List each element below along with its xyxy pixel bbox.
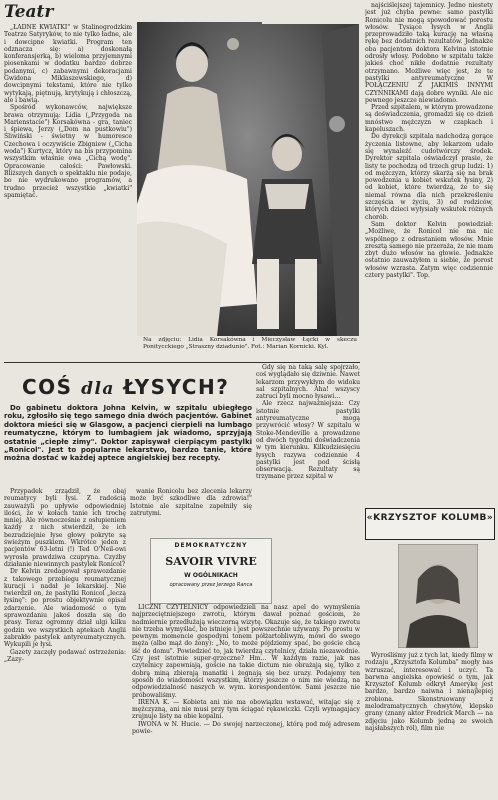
advice-paragraph: IWONA w N. Hucie. — Do swojej narzeczonej, którą pod mój adresem powie- <box>132 720 360 736</box>
article-column-2 <box>130 488 252 534</box>
article-paragraph: Gdy się na taką salę spojrzało, coś wyglądało się dziwnie. Nawet lekarzom przywykłym do widoku sal szpitalnych. Aha! wszyscy zatruci byli mocno łysawi... <box>256 364 360 401</box>
lead-paragraph: Do gabinetu doktora Johna Kelvin, w szpitalu ubiegłego roku, zgłosiło się tego samego dnia dwóch pacjentów. Gabinet doktora mieści się w Glasgow, a pacjenci cierpieli na lumbago reumatyczne, którym to lumbagiem jak wiadomo, sprzyjają ostatnie „ciepłe zimy". Doktor zapisywał cierpiącym pastylki „Ronicol". Jest to popularne lekarstwo, bardzo tanie, które można dostać w każdej aptece angielskiej bez recepty. <box>4 404 252 463</box>
kolumb-photo <box>398 544 478 648</box>
theatre-photo <box>137 4 359 336</box>
article-paragraph: Dr Kelvin zredagował sprawozdanie z takowego przebiegu reumatycznej kuracji i nadał je lekarskiej. Nie twierdził on, że pastylki Ronicol „leczą łysinę": po prostu objektywnie opisał zdarzenie. Ale wiadomość o tym sprawozdaniu jakoś doszła się do prasy. Teraz ogromny dział ulgi kilku godzin we wszystkich aptekach Anglii zabrakło pastylek antyreumatycznych. Wykupili je łysi. <box>4 568 126 649</box>
advice-paragraph: LICZNI CZYTELNICY odpowiedzieli na nasz apel do wymyślenia najprzeciętniejszego zwrotu, którym dawał poznać gościom, że nadmiernie przedłużają wieczorną wizytę. Okazuje się, że takiego zwrotu nie trzeba wymyślać, bo istnieje i jest powszechnie używany. Po prostu w pewnym momencie gospodyni tonem półżartobliwym, mówi do swego męża (albo mąż do żony): „No, to może pójdziemy spać, bo goście chcą iść do domu". Powiedzieć to, jak twierdzą czytelnicy, działa niezawodnie. Czy jest istotnie super-grzeczne? Hm... W każdym razie, jak nas czytelnicy zapewniają, goście na takie dictum nie obrażają się, tylko z dobrą miną zbierają manatki i żegnają się bez urazy. Podajemy ten sposób do wiadomości wszystkim, którzy jeszcze o nim nie wiedzą, na odpowiedzialność naszych w. wym. korespondentów. Sami jeszcze nie próbowaliśmy. <box>132 604 360 699</box>
article-column-1 <box>4 488 126 796</box>
savoir-vivre-banner <box>150 538 272 604</box>
advice-text <box>132 604 360 798</box>
banner-title: SAVOIR VIVRE <box>165 555 257 568</box>
headline-part: COŚ <box>22 375 73 399</box>
right-top-text <box>365 2 493 372</box>
article-paragraph: Przypadek zrządził, że obaj reumatycy byli łysi. Z radością zauważyli po upływie odpowiedniej ilości, że w kołach tanie ich trochę mniej. Ale równocześnie z osłupieniem każdy z nich stwierdził, że ich bezradziejnie łyse głowy pokryte są świeżym puszkiem. Wkrótce jeden z pacjentów 63-letni (!) Ted O'Neil-owi wyrosła prawdziwa czupryna. Czyżby działanie niewinnych pastylek Ronicol? <box>4 488 126 568</box>
kolumb-title: «KRZYSZTOF KOLUMB» <box>366 513 494 523</box>
banner-top-text: DEMOKRATYCZNY <box>174 542 248 549</box>
teatr-paragraph: Spośród wykonawców, największe brawa otrzymują: Lidia („Przygoda na Marienstacie") Korsakówna - gra, taniec i śpiewa, Jerzy („Dom na pustkowiu") Śliwiński - świetny w humoresce Czechowa i oczywiście Zbigniew („Cicha woda") Kurtycz, który na bis przypomina wszystkim właśnie owa „Cichą wodę". Opracowanie całości: Pawłowski. Bliższych danych o spektaklu nie podaje, bo nie wydrukowano programów, a trudno przecież wszystkie „kwiatki" spamiętać. <box>4 104 132 199</box>
article-paragraph: Gazety zaczęły podawać ostrzeżenia: „Zazy- <box>4 648 126 663</box>
article-paragraph: wanie Ronicolu bez zlecenia lekarzy może być szkodliwe dla zdrowia!" Istotnie ale szpitalne zapełniły się zatrutymi. <box>130 488 252 517</box>
divider <box>4 362 360 363</box>
article-paragraph: Ale rzecz najważniejsza: Czy istotnie pastylki antyreumatyczne mogą przywrócić włosy? W szpitalu w Stoke-Mendeville a prowadzone od dwóch tygodni doświadczenia w tym kierunku. Kilkudziesięciu łysych razywa codziennie 4 pastylki jest pod ścisłą obserwacją. Rezultaty są trzymane przez szpital w <box>256 400 360 481</box>
teatr-title: Teatr <box>4 2 54 22</box>
teatr-text <box>4 24 132 347</box>
theatre-photo-illustration <box>137 4 359 336</box>
teatr-paragraph: „ŁADNE KWIATKI" w Stalinogrodzkim Teatrze Satyryków, to nie tylko ładne, ale i dowcipne kwiatki. Program ten odznacza się: a) doskonałą konferansjerką, b) wieloma przyjemnymi piosenkami w dodatku bardzo dobrze podanymi, c) zabawnymi dekoracjami Gwidona Miklaszewskiego, d) dowcipnymi tekstami, które nie tylko wytykają, piętnują, krytykują i chłoszczą, ale i bawią. <box>4 24 132 104</box>
right-paragraph: Przed szpitalem, w którym prowadzone są doświadczenia, gromadzi się co dzień mnóstwo mężczyzn w czapkach i kapeluszach. <box>365 104 493 134</box>
article-column-3 <box>256 364 360 532</box>
banner-note: opracowany przez Jerzego Ranca <box>169 582 253 588</box>
headline-part: dla <box>81 379 115 399</box>
advice-paragraph: IRENA K. — Kobieta ani nie ma obowiązku wstawać, witając się z mężczyzną, ani nie musi przy tym ściągać rękawiczki. Czyli wymagajacy zrujnuje listy na obie kopalni. <box>132 698 360 721</box>
right-paragraph: Sam doktor Kelvin powiedział: „Możliwe, że Ronicol nie ma nic wspólnego z odrastaniem włosów. Mnie zresztą samego nie przeraża, że nie mam zbyt dużo włosów na głowie. Jednakże ostatnio zauważyłem u siebie, że porost włosów wzrasta. Zatym więc codziennie cztery pastylki". Top. <box>365 220 493 279</box>
headline-part: ŁYSYCH? <box>123 375 230 399</box>
kolumb-title-box <box>365 508 495 540</box>
banner-subtitle: W OGÓLNIKACH <box>184 572 238 579</box>
kolumb-text <box>365 652 493 798</box>
article-lead <box>4 404 252 486</box>
photo-caption: Na zdjęciu: Lidia Korsakówna i Mieczysław Łęcki w skeczu Ponitycckiego „Straszny dziadunio". Fot.: Marian Kornicki. Kyl. <box>143 337 357 350</box>
article-headline <box>22 375 272 401</box>
kolumb-photo-illustration <box>398 544 478 648</box>
right-paragraph: Do dyrekcji szpitala nadchodzą gorące życzenia listowne, aby lekarzom udało się wynaleźć cudotwórczy środek. Dyrektor szpitala oświadczył prasie, że listy te pochodzą od trzech grup ludzi: 1) od mężczyzn, którzy skarżą się na brak powodzenia u kobiet wskutek łysiny, 2) od kobiet, które twierdzą, że to się niemal równa dla nich przekreśleniu szczęścia w życiu, 3) od rodziców, których dzieci wyłysiały wskutek różnych chorób. <box>365 133 493 221</box>
kolumb-paragraph: Wyrośliśmy już z tych lat, kiedy filmy w rodzaju „Krzysztofa Kolumba" mogły nas wzruszać, interesować i uczyć. Ta barwna angielska opowieść o tym, jak Krzysztof Kolumb odkrył Amerykę jest bardzo, bardzo naiwna i nienajlepiej zrobiona. Skonstruowany z melodramatycznych chwytów, klepsko grany (znany aktor Fredrick March — na zdjęciu jako Kolumb jedną ze swoich najsłabszych ról), film nie <box>365 652 493 732</box>
right-paragraph: najściślejszej tajemnicy. Jedno niestety jest już chyba pewne: samo pastylki Ronicolu nie mogą spowodować porostu włosów. Tysiące łysych w Anglii przeprowadziło taką kurację na własną rękę bez dodatnich rezultatów. Jednakże oba pacjentom doktora Kelvina istotnie odrosły włosy. Podobno w szpitalu także jakieś choć nikłe dodatnie rezultaty otrzymano. Możliwe więc jest, że te pastylki antyreumatyczne W POŁĄCZENIU Z JAKIMIŚ INNYMI CZYNNIKAMI dają dobre wyniki. Ale nic pewnego jeszcze niewiadomo. <box>365 2 493 104</box>
